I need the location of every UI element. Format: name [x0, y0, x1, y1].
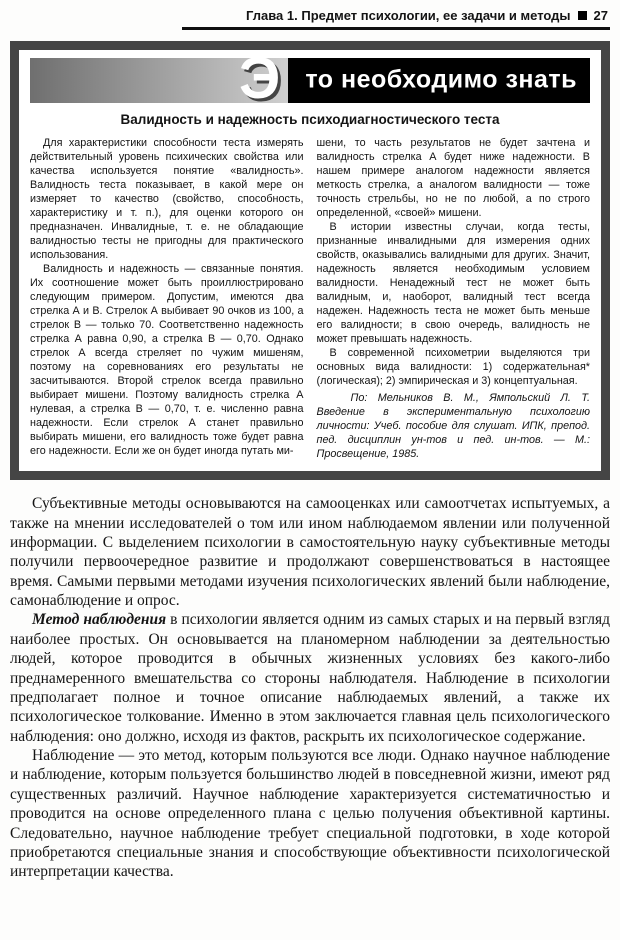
infobox-paragraph: В истории известны случаи, когда тесты, признанные инвалидными для измерения одних свойств, оказывались валидными для других. Значит, надежность является необходимым условием валидности. Ненадежный тест не может быть валидным, и, наоборот, валидный тест всегда надежен. Надежность теста не может быть меньше его валидности; в свою очередь, валидность не может превышать надежность.: [316, 220, 590, 345]
infobox-banner: [30, 45, 590, 111]
banner-initial-letter: Э: [238, 45, 281, 111]
body-paragraph: [10, 610, 610, 746]
infobox-title: Валидность и надежность психодиагностического теста: [120, 111, 500, 127]
infobox-paragraph: Для характеристики способности теста измерять действительный уровень психических свойства или качества используется понятие «валидность». Валидность теста показывает, в какой мере он измеряет то качество (свойство, способность, характеристику и т. п.), для оценки которого он предназначен. Инвалидные, т. е. не обладающие валидностью тесты не пригодны для практического использования.: [30, 136, 304, 261]
infobox-attribution: По: Мельников В. М., Ямпольский Л. Т. Введение в экспериментальную психологию личности: Учеб. пособие для слушат. ИПК, препод. пед. дисциплин ун-тов и пед. ин-тов. — М.: Просвещение, 1985.: [316, 392, 590, 461]
term-method-of-observation: Метод наблюдения: [32, 611, 167, 629]
infobox-column-right: [317, 136, 591, 462]
infobox-paragraph: шени, то часть результатов не будет зачтена и валидность стрелка А будет ниже надежности. В нашем примере аналогом надежности является меткость стрелка, а аналогом валидности — тоже точность стрельбы, но не по любой, а по строго определенной, «своей» мишени.: [316, 136, 590, 219]
body-paragraph-text: в психологии является одним из самых старых и на первый взгляд наиболее простых. Он основывается на планомерном наблюдении за деятельностью людей, которое проводится в обычных жизненных условиях без какого-либо преднамеренного вмешательства со стороны наблюдателя. Наблюдение в психологии предполагает полное и точное описание наблюдаемых явлений, а также их психологическое толкование. Именно в этом заключается главная цель психологического наблюдения: оно должно, исходя из фактов, раскрыть их психологическое содержание.: [10, 611, 610, 745]
infobox-paragraph: В современной психометрии выделяются три основных вида валидности: 1) содержательная* (логическая); 2) эмпирическая и 3) концептуальная.: [316, 346, 590, 388]
square-bullet-icon: [578, 11, 587, 20]
infobox-columns: [30, 136, 590, 462]
body-text: [10, 494, 610, 882]
body-paragraph: Субъективные методы основываются на самооценках или самоотчетах испытуемых, а также на мнении исследователей о том или ином наблюдаемом явлении или полученной информации. С выделением психологии в самостоятельную науку субъективные методы получили первоочередное развитие и продолжают совершенствоваться в настоящее время. Самыми первыми методами изучения психологических явлений были наблюдение, самонаблюдение и опрос.: [10, 495, 610, 610]
infobox: [10, 41, 610, 481]
chapter-title: Глава 1. Предмет психологии, ее задачи и методы: [246, 8, 571, 23]
infobox-paragraph: Валидность и надежность — связанные понятия. Их соотношение может быть проиллюстрировано следующим примером. Допустим, имеются два стрелка А и В. Стрелок А выбивает 90 очков из 100, а стрелок В — только 70. Соответственно надежность стрелка А равна 0,90, а стрелка В — 0,70. Однако стрелок А всегда стреляет по чужим мишеням, поэтому на соревнованиях его результаты не засчитываются. Второй стрелок всегда правильно выбирает мишени. Поэтому валидность стрелка А нулевая, а стрелка В — 0,70, т. е. численно равна надежности. Если стрелок А станет правильно выбирать мишени, его валидность тоже будет равна его надежности. Если же он будет иногда путать ми-: [30, 262, 304, 458]
banner-label: то необходимо знать: [305, 65, 577, 94]
infobox-column-left: [30, 136, 304, 462]
body-paragraph: Наблюдение — это метод, которым пользуются все люди. Однако научное наблюдение и наблюдение, которым пользуется большинство людей в повседневной жизни, имеют ряд существенных различий. Научное наблюдение характеризуется систематичностью и проводится на основе определенного плана с целью получения объективной картины. Следовательно, научное наблюдение требует специальной подготовки, в ходе которой приобретаются специальные знания и способствующие объективности психологической интерпретации качества.: [10, 747, 610, 881]
header-rule: [182, 27, 610, 30]
running-head: [10, 8, 610, 23]
page-number: 27: [593, 8, 608, 23]
